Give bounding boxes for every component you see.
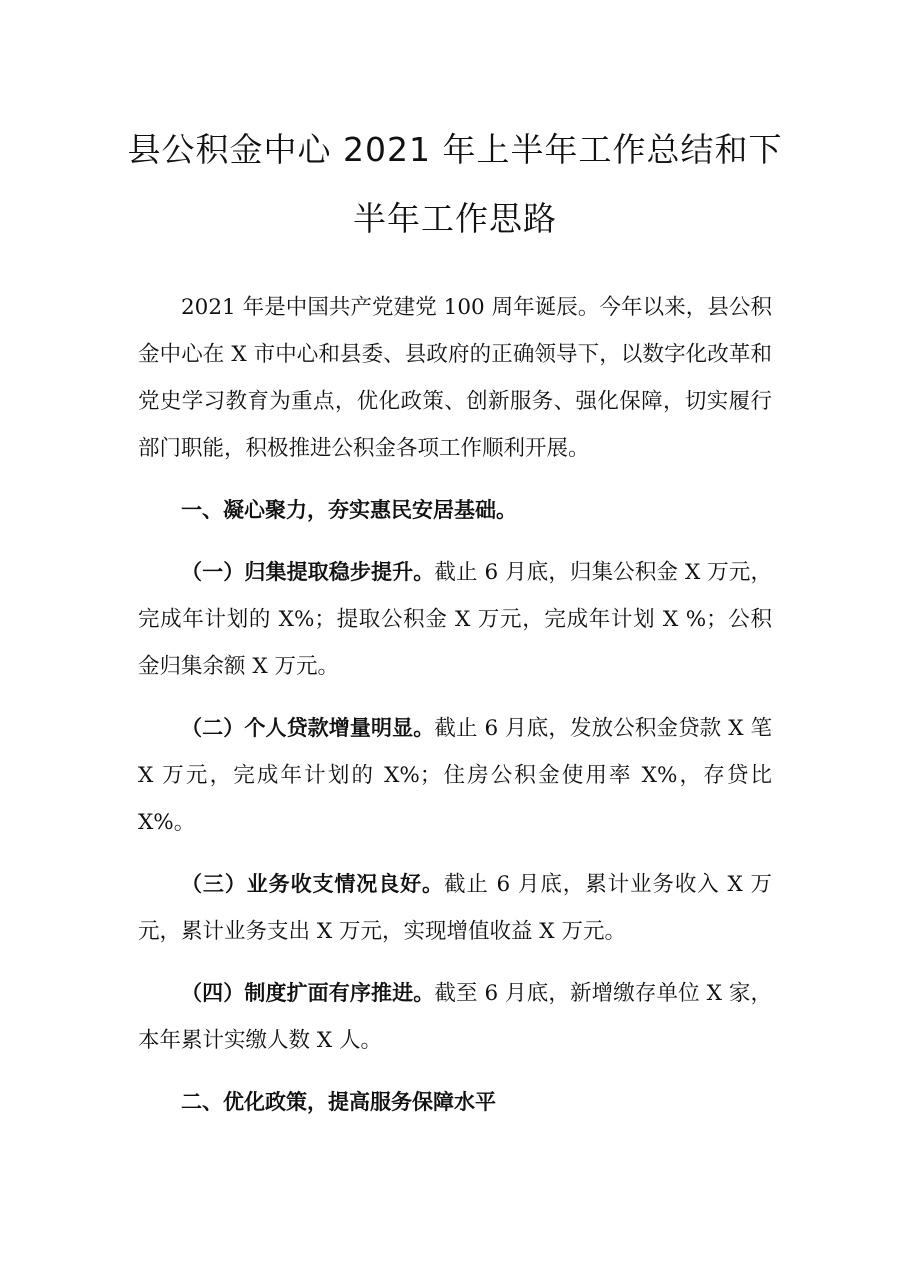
section-1-heading-text: 一、凝心聚力，夯实惠民安居基础。 <box>181 498 517 522</box>
item-3-text: 截止 6 月底，累计业务收入 X 万元，累计业务支出 X 万元，实现增值收益 X 万元。 <box>138 872 772 944</box>
item-4-lead: （四）制度扩面有序推进。 <box>181 981 435 1005</box>
item-3-lead: （三）业务收支情况良好。 <box>181 872 444 896</box>
intro-paragraph: 2021 年是中国共产党建党 100 周年诞辰。今年以来，县公积金中心在 X 市中心和县委、县政府的正确领导下，以数字化改革和党史学习教育为重点，优化政策、创新服务、强化保障，切实履行部门职能，积极推进公积金各项工作顺利开展。 <box>138 295 772 461</box>
section-1-heading <box>138 487 772 534</box>
section-1-item-3 <box>138 861 772 955</box>
item-1-lead: （一）归集提取稳步提升。 <box>181 560 435 584</box>
document-title-line-1: 县公积金中心 2021 年上半年工作总结和下 <box>127 130 783 169</box>
item-4-text: 截至 6 月底，新增缴存单位 X 家，本年累计实缴人数 X 人。 <box>138 981 772 1053</box>
section-1-item-4 <box>138 970 772 1064</box>
item-2-text: 截止 6 月底，发放公积金贷款 X 笔 X 万元，完成年计划的 X%；住房公积金使用率 X%，存贷比 X%。 <box>138 716 772 835</box>
document-body <box>138 284 772 1126</box>
section-2-heading-text: 二、优化政策，提高服务保障水平 <box>181 1090 496 1114</box>
document-title-line-2: 半年工作思路 <box>353 199 557 238</box>
section-1-item-2 <box>138 705 772 846</box>
item-1-text: 截止 6 月底，归集公积金 X 万元，完成年计划的 X%；提取公积金 X 万元，完成年计划 X %；公积金归集余额 X 万元。 <box>138 560 772 679</box>
section-2-heading <box>138 1079 772 1126</box>
section-1-item-1 <box>138 549 772 690</box>
item-2-lead: （二）个人贷款增量明显。 <box>181 716 435 740</box>
